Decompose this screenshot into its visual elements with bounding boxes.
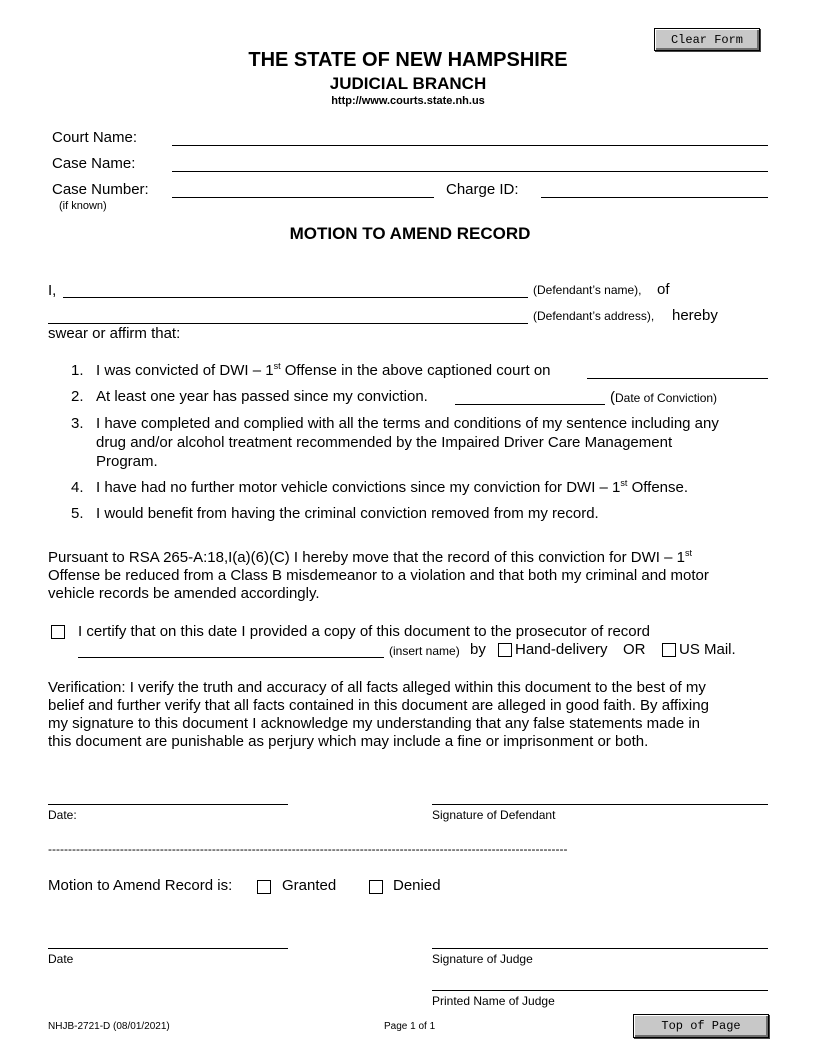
- case-number-label: Case Number:: [52, 181, 149, 198]
- motion-title: MOTION TO AMEND RECORD: [289, 224, 531, 243]
- court-name-label: Court Name:: [52, 129, 138, 146]
- insert-name-hint: (insert name): [389, 644, 460, 658]
- item-number: 3.: [71, 415, 84, 432]
- oath-i: I,: [48, 282, 57, 299]
- date-of-conviction-hint: (Date of Conviction): [610, 389, 718, 406]
- item-4: I have had no further motor vehicle convictions since my conviction for DWI – 1st Offense.: [96, 478, 689, 496]
- judge-date-input[interactable]: [48, 948, 288, 949]
- case-number-input[interactable]: [172, 197, 434, 198]
- case-name-input[interactable]: [172, 171, 768, 172]
- item-1: I was convicted of DWI – 1st Offense in the above captioned court on: [96, 361, 551, 379]
- prosecutor-name-input[interactable]: [78, 657, 384, 658]
- certify-text: I certify that on this date I provided a copy of this document to the prosecutor of record: [78, 623, 650, 640]
- defendant-date-input[interactable]: [48, 804, 288, 805]
- charge-id-input[interactable]: [541, 197, 768, 198]
- item-2: At least one year has passed since my conviction.: [96, 388, 428, 405]
- defendant-address-input[interactable]: [48, 323, 528, 324]
- pursuant-paragraph: Pursuant to RSA 265-A:18,I(a)(6)(C) I hereby move that the record of this conviction for DWI – 1st Offense be reduced from a Class B misdemeanor to a violation and that both my criminal and motor vehicle records be amended accordingly.: [48, 548, 709, 602]
- top-of-page-button[interactable]: Top of Page: [633, 1014, 769, 1038]
- denied-label: Denied: [393, 877, 441, 894]
- granted-label: Granted: [282, 877, 337, 894]
- conviction-court-date-input[interactable]: [587, 378, 768, 379]
- item-number: 4.: [71, 479, 84, 496]
- signature-of-defendant-label: Signature of Defendant: [432, 808, 556, 822]
- judge-printed-name-input[interactable]: [432, 990, 768, 991]
- oath-hereby: hereby: [672, 307, 718, 324]
- branch-heading: JUDICIAL BRANCH: [329, 74, 487, 93]
- certify-by: by: [470, 641, 486, 658]
- page-number: Page 1 of 1: [384, 1021, 436, 1032]
- us-mail-label: US Mail.: [679, 641, 736, 658]
- denied-checkbox[interactable]: [369, 880, 383, 894]
- oath-of: of: [657, 281, 670, 298]
- hand-delivery-checkbox[interactable]: [498, 643, 512, 657]
- certify-checkbox[interactable]: [51, 625, 65, 639]
- granted-checkbox[interactable]: [257, 880, 271, 894]
- if-known-note: (if known): [59, 200, 107, 212]
- judge-signature-input[interactable]: [432, 948, 768, 949]
- date-of-conviction-input[interactable]: [455, 404, 605, 405]
- date-label: Date:: [48, 808, 77, 822]
- defendant-address-hint: (Defendant’s address),: [533, 309, 655, 323]
- date-label: Date: [48, 952, 74, 966]
- item-number: 2.: [71, 388, 84, 405]
- defendant-name-input[interactable]: [63, 297, 528, 298]
- cut-line-divider: ----------------------------------------------------------------------------------------------------------------------------------: [48, 842, 568, 856]
- item-number: 1.: [71, 362, 84, 379]
- form-id: NHJB-2721-D (08/01/2021): [48, 1021, 170, 1032]
- certify-or: OR: [623, 641, 646, 658]
- printed-name-of-judge-label: Printed Name of Judge: [432, 994, 555, 1008]
- defendant-name-hint: (Defendant’s name),: [533, 283, 642, 297]
- charge-id-label: Charge ID:: [446, 181, 519, 198]
- item-5: I would benefit from having the criminal conviction removed from my record.: [96, 505, 599, 522]
- item-3: I have completed and complied with all the terms and conditions of my sentence including any drug and/or alcohol treatment recommended by the Impaired Driver Care Management Program.: [96, 415, 719, 470]
- signature-of-judge-label: Signature of Judge: [432, 952, 533, 966]
- case-name-label: Case Name:: [52, 155, 136, 172]
- clear-form-button[interactable]: Clear Form: [654, 28, 760, 51]
- state-heading: THE STATE OF NEW HAMPSHIRE: [248, 49, 568, 71]
- oath-swear: swear or affirm that:: [48, 325, 181, 342]
- verification-paragraph: Verification: I verify the truth and accuracy of all facts alleged within this document to the best of my belief and further verify that all facts contained in this document are alleged in good faith. By affixing my signature to this document I acknowledge my understanding that any false statements made in this document are punishable as perjury which may include a fine or imprisonment or both.: [48, 679, 709, 750]
- defendant-signature-input[interactable]: [432, 804, 768, 805]
- motion-ruling-label: Motion to Amend Record is:: [48, 877, 233, 894]
- us-mail-checkbox[interactable]: [662, 643, 676, 657]
- item-number: 5.: [71, 505, 84, 522]
- hand-delivery-label: Hand-delivery: [515, 641, 608, 658]
- court-name-input[interactable]: [172, 145, 768, 146]
- court-url: http://www.courts.state.nh.us: [331, 95, 485, 107]
